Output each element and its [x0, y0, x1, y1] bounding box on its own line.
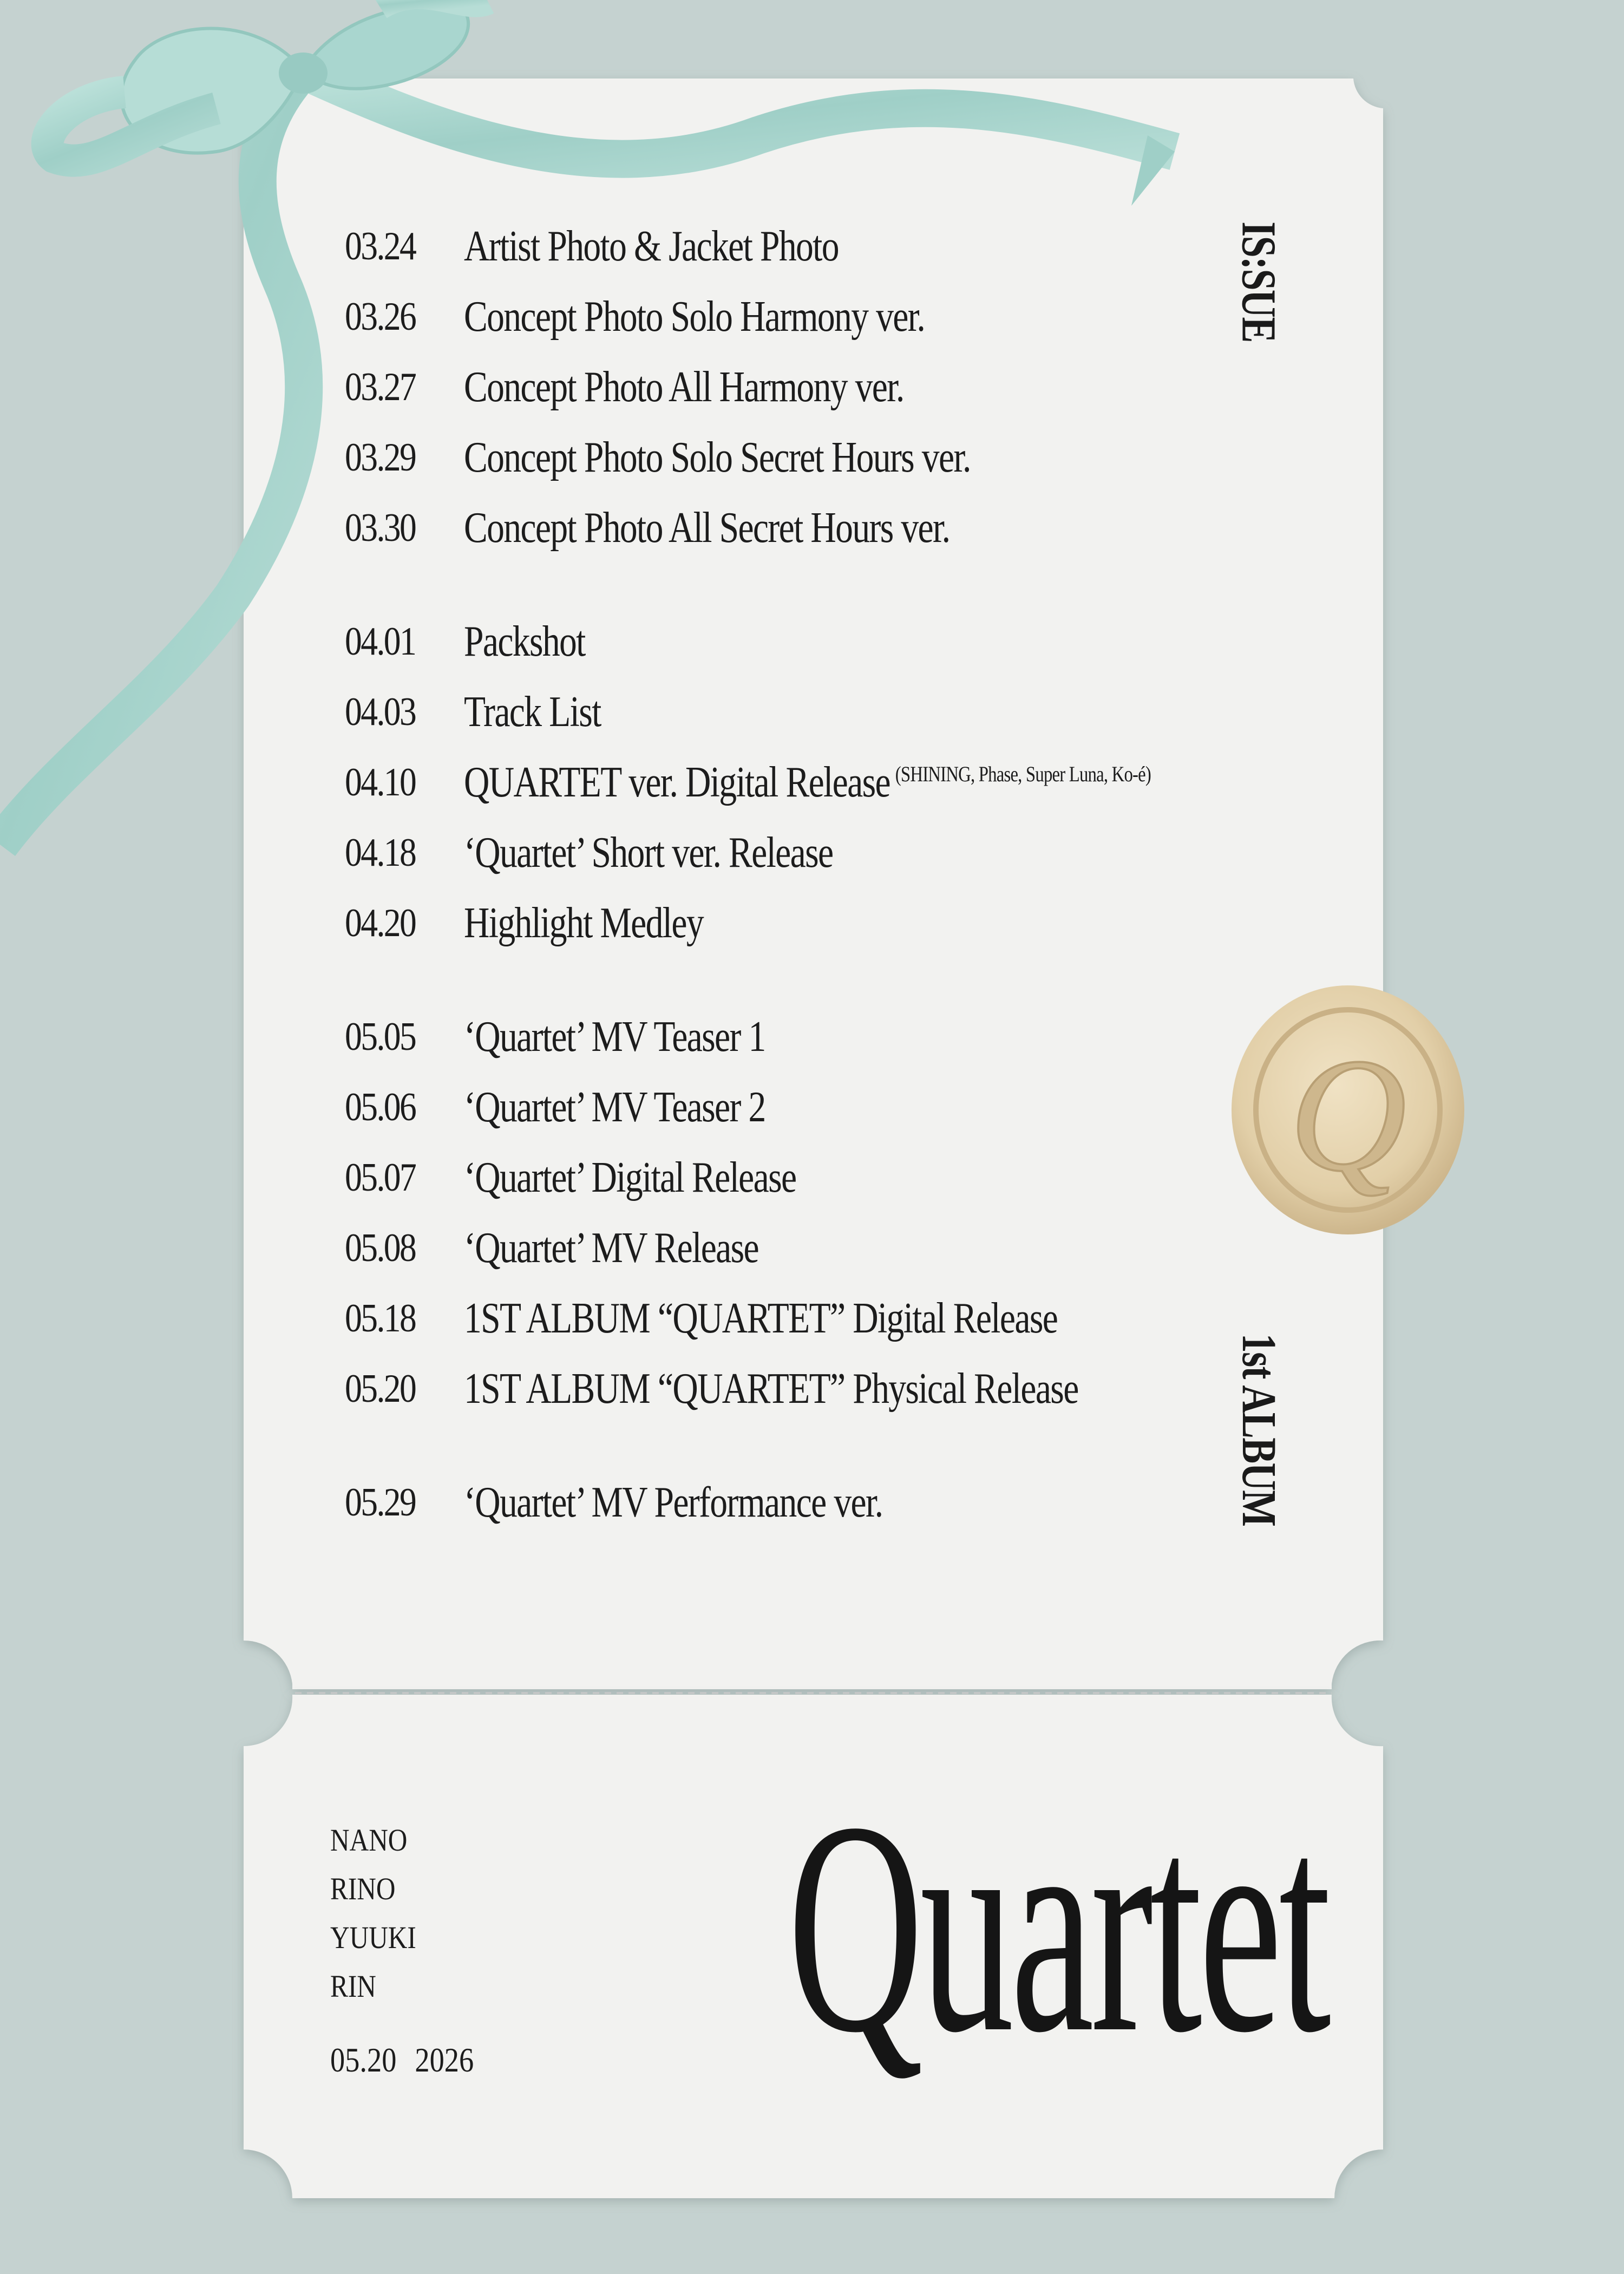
schedule-label-text: ‘Quartet’ MV Teaser 1	[464, 1012, 765, 1061]
schedule-row	[345, 287, 1026, 347]
schedule-row	[345, 612, 612, 671]
release-day: 05.20	[330, 2041, 397, 2079]
album-title: Quartet	[788, 1760, 1328, 2095]
schedule-date: 03.27	[345, 364, 416, 409]
schedule-date: 04.01	[345, 619, 416, 664]
schedule-date: 05.05	[345, 1014, 416, 1059]
schedule-label-text: Track List	[464, 688, 601, 736]
schedule-row	[345, 823, 914, 883]
schedule-row	[345, 753, 1302, 812]
member-name: RINO	[330, 1871, 396, 1906]
schedule-label-text: QUARTET ver. Digital Release	[464, 758, 890, 806]
schedule-date: 05.29	[345, 1480, 416, 1525]
schedule-row	[345, 1359, 1213, 1419]
schedule-date: 04.18	[345, 830, 416, 875]
schedule-label	[464, 504, 949, 553]
schedule-label-text: Packshot	[464, 617, 585, 665]
schedule-row	[345, 1077, 831, 1137]
member-name: NANO	[330, 1822, 408, 1858]
schedule-label-text: ‘Quartet’ Short ver. Release	[464, 828, 833, 877]
schedule-label	[464, 617, 585, 666]
schedule-date: 03.30	[345, 505, 416, 550]
schedule-date: 05.18	[345, 1296, 416, 1341]
schedule-note: (SHINING, Phase, Super Luna, Ko-é)	[895, 761, 1151, 786]
schedule-row	[345, 217, 921, 276]
seal-letter: Q	[1289, 1025, 1407, 1205]
schedule-label	[464, 1153, 796, 1203]
schedule-label-text: Artist Photo & Jacket Photo	[464, 222, 839, 270]
wax-seal-icon	[1232, 985, 1464, 1234]
schedule-label	[464, 828, 833, 878]
schedule-date: 04.10	[345, 760, 416, 805]
schedule-label-text: Concept Photo All Secret Hours ver.	[464, 504, 950, 552]
schedule-date: 05.08	[345, 1225, 416, 1270]
schedule-label	[464, 1478, 882, 1527]
schedule-label-text: ‘Quartet’ MV Performance ver.	[464, 1478, 883, 1526]
schedule-label	[464, 899, 703, 948]
schedule-row	[345, 1218, 823, 1278]
schedule-date: 04.20	[345, 900, 416, 945]
schedule-date: 03.29	[345, 435, 416, 480]
schedule-date: 03.24	[345, 224, 416, 269]
schedule-label	[464, 758, 1151, 807]
schedule-label-text: ‘Quartet’ MV Teaser 2	[464, 1083, 765, 1131]
schedule-row	[345, 428, 1082, 487]
schedule-label	[464, 292, 925, 342]
issue-vertical-label: IS:SUE	[1232, 221, 1286, 342]
schedule-label-text: 1ST ALBUM “QUARTET” Digital Release	[464, 1294, 1058, 1342]
schedule-date: 04.03	[345, 689, 416, 734]
schedule-label-text: Concept Photo Solo Secret Hours ver.	[464, 433, 971, 481]
schedule-label-text: ‘Quartet’ Digital Release	[464, 1153, 796, 1201]
schedule-date: 03.26	[345, 294, 416, 339]
schedule-label	[464, 1224, 758, 1273]
member-name: RIN	[330, 1969, 376, 2004]
member-name: YUUKI	[330, 1920, 416, 1955]
album-vertical-label: 1st ALBUM	[1232, 1333, 1286, 1526]
schedule-date: 05.07	[345, 1155, 416, 1200]
release-date	[330, 2040, 492, 2080]
schedule-row	[345, 498, 1056, 558]
schedule-label	[464, 1083, 765, 1132]
schedule-label	[464, 688, 601, 737]
schedule-label-text: Highlight Medley	[464, 899, 704, 947]
schedule-label	[464, 433, 971, 482]
schedule-row	[345, 1148, 869, 1207]
schedule-label	[464, 1364, 1078, 1414]
schedule-row	[345, 1289, 1188, 1348]
release-year: 2026	[415, 2041, 474, 2079]
schedule-label	[464, 1012, 765, 1062]
schedule-row	[345, 893, 756, 953]
schedule-row	[345, 1007, 831, 1067]
schedule-label	[464, 1294, 1057, 1343]
schedule-label	[464, 363, 904, 412]
schedule-label-text: ‘Quartet’ MV Release	[464, 1224, 759, 1272]
schedule-label-text: Concept Photo All Harmony ver.	[464, 363, 904, 411]
schedule-row	[345, 682, 631, 742]
schedule-row	[345, 357, 1000, 417]
schedule-row	[345, 1473, 974, 1532]
schedule-label	[464, 222, 839, 271]
schedule-label-text: 1ST ALBUM “QUARTET” Physical Release	[464, 1364, 1078, 1413]
schedule-date: 05.20	[345, 1366, 416, 1411]
schedule-date: 05.06	[345, 1084, 416, 1129]
schedule-label-text: Concept Photo Solo Harmony ver.	[464, 292, 925, 341]
